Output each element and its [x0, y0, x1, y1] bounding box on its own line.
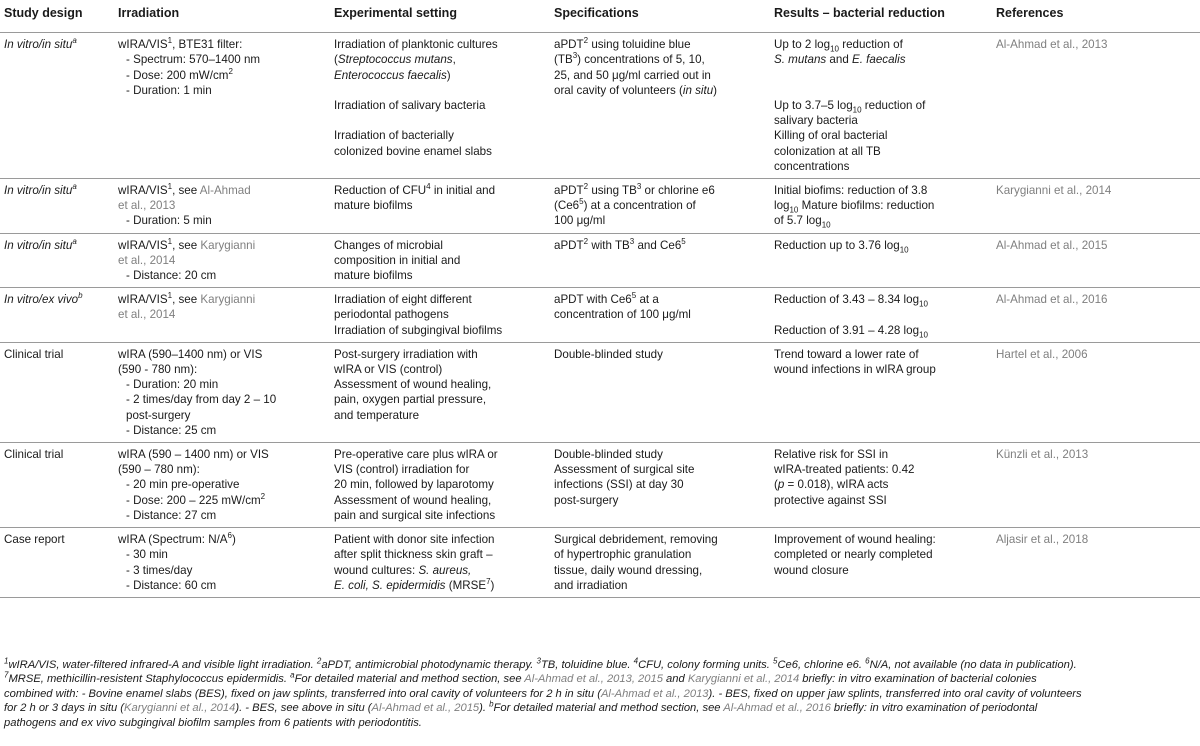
exp-text: ( — [334, 53, 338, 67]
spec-text: at a — [636, 293, 659, 307]
header-results: Results – bacterial reduction — [774, 6, 996, 33]
header-references: References — [996, 6, 1200, 33]
res-text: completed or nearly completed — [774, 548, 933, 562]
res-text: Reduction up to 3.76 log — [774, 238, 900, 252]
spec-text: using TB — [588, 184, 637, 198]
subscript: 10 — [830, 44, 839, 54]
cell-experimental — [334, 233, 554, 288]
spec-text: (Ce6 — [554, 199, 580, 213]
footnote-text: ). — [479, 702, 490, 715]
irr-text: wIRA/VIS — [118, 184, 168, 198]
footnote-mark: a — [290, 670, 295, 680]
res-text: Initial biofims: reduction of 3.8 — [774, 184, 928, 198]
table-footnotes — [4, 658, 1196, 730]
footnote-text: CFU, colony forming units. — [638, 659, 773, 671]
exp-text: Assessment of wound healing, — [334, 493, 492, 507]
footnote-mark: 1 — [4, 656, 9, 666]
irr-text: - Duration: 5 min — [126, 214, 212, 228]
cell-irradiation — [118, 528, 334, 598]
species-name: S. aureus, — [418, 563, 472, 577]
species-name: E. coli, S. epidermidis — [334, 578, 446, 592]
species-name: Streptococcus mutans — [337, 53, 453, 67]
footnote-line — [4, 672, 1196, 686]
citation-link[interactable]: Al-Ahmad et al., 2016 — [723, 702, 831, 715]
exp-text: pain, oxygen partial pressure, — [334, 393, 487, 407]
irr-text: - Distance: 25 cm — [126, 423, 217, 437]
citation-link[interactable]: et al., 2014 — [118, 308, 176, 322]
spec-text: post-surgery — [554, 493, 619, 507]
footnote-text: For detailed material and method section, see — [294, 673, 525, 686]
res-text: = 0.018), wIRA acts — [784, 478, 889, 492]
cell-design — [0, 288, 118, 343]
exp-text: Patient with donor site infection — [334, 533, 495, 547]
exp-text: and temperature — [334, 408, 420, 422]
exp-text: ) — [490, 578, 495, 592]
footnote-mark: 1 — [167, 36, 173, 46]
study-table — [0, 6, 1200, 598]
res-text: wound closure — [774, 563, 849, 577]
footnote-mark: 3 — [572, 51, 578, 61]
citation-link[interactable]: Al-Ahmad — [199, 184, 251, 198]
cell-irradiation — [118, 233, 334, 288]
spec-text: with TB — [588, 238, 630, 252]
footnote-mark: 3 — [629, 236, 635, 246]
header-experimental-setting: Experimental setting — [334, 6, 554, 33]
footnote-text: combined with: - Bovine enamel slabs (BES), fixed on jaw splints, transferred into oral cavity of volunteers for 2 h in situ ( — [4, 687, 601, 700]
spec-text: Assessment of surgical site — [554, 463, 695, 477]
footnote-text: for 2 h or 3 days in situ ( — [4, 702, 125, 715]
exp-text: Irradiation of planktonic cultures — [334, 38, 498, 52]
res-text: of 5.7 log — [774, 214, 822, 228]
res-text: log — [774, 199, 790, 213]
res-text: and — [826, 53, 852, 67]
irr-text: wIRA (590–1400 nm) or VIS — [118, 347, 263, 361]
cell-results — [774, 288, 996, 343]
footnote-mark: 3 — [536, 656, 541, 666]
citation-link[interactable]: et al., 2014 — [118, 253, 176, 267]
res-text: concentrations — [774, 159, 850, 173]
exp-text: ) — [446, 68, 451, 82]
exp-text: periodontal pathogens — [334, 308, 449, 322]
res-text: colonization at all TB — [774, 144, 881, 158]
header-study-design: Study design — [0, 6, 118, 33]
exp-text: Irradiation of salivary bacteria — [334, 99, 486, 113]
cell-experimental — [334, 179, 554, 234]
exp-text: colonized bovine enamel slabs — [334, 144, 492, 158]
header-irradiation: Irradiation — [118, 6, 334, 33]
exp-text: Irradiation of subgingival biofilms — [334, 323, 503, 337]
cell-specifications — [554, 179, 774, 234]
irr-text: wIRA (Spectrum: N/A — [118, 533, 228, 547]
spec-text: in situ — [682, 83, 714, 97]
exp-text: wound cultures: — [334, 563, 419, 577]
footnote-mark: 5 — [579, 197, 584, 207]
footnote-text: Ce6, chlorine e6. — [777, 659, 866, 671]
res-text: reduction of — [861, 99, 926, 113]
cell-design — [0, 33, 118, 179]
cell-results — [774, 33, 996, 179]
cell-irradiation — [118, 33, 334, 179]
res-text: Up to 2 log — [774, 38, 831, 52]
footnote-line — [4, 658, 1196, 672]
subscript: 10 — [852, 105, 862, 115]
table-row — [0, 528, 1200, 598]
cell-experimental — [334, 342, 554, 442]
table-row — [0, 233, 1200, 288]
footnote-mark: 7 — [486, 576, 491, 586]
footnote-mark: 4 — [633, 656, 639, 666]
design-text: In vitro/in situ — [4, 238, 73, 252]
irr-text: , see — [172, 293, 201, 307]
footnote-text: ). - BES, see above in situ ( — [235, 702, 372, 715]
footnote-line — [4, 701, 1196, 715]
irr-text: post-surgery — [126, 408, 191, 422]
species-name: E. faecalis — [852, 53, 906, 67]
cell-design: Clinical trial — [0, 342, 118, 442]
res-text: reduction of — [838, 38, 903, 52]
spec-text: concentration of 100 μg/ml — [554, 308, 691, 322]
table-row — [0, 342, 1200, 442]
table-row — [0, 179, 1200, 234]
table-row — [0, 443, 1200, 528]
footnote-mark: 1 — [167, 291, 173, 301]
cell-design — [0, 179, 118, 234]
footnote-text: TB, toluidine blue. — [540, 659, 634, 671]
footnote-mark: a — [72, 182, 77, 192]
cell-reference[interactable]: Künzli et al., 2013 — [996, 443, 1200, 528]
footnote-mark: a — [72, 36, 77, 46]
cell-design: Case report — [0, 528, 118, 598]
cell-specifications — [554, 288, 774, 343]
footnote-mark: b — [78, 291, 83, 301]
citation-link[interactable]: Al-Ahmad et al., 2013 — [600, 687, 709, 700]
cell-results — [774, 528, 996, 598]
footnote-mark: 2 — [316, 656, 322, 666]
design-text: In vitro/in situ — [4, 38, 73, 52]
spec-text: of hypertrophic granulation — [554, 548, 692, 562]
footnote-line — [4, 687, 1196, 701]
footnote-mark: b — [489, 699, 494, 709]
footnote-mark: 6 — [865, 656, 870, 666]
cell-reference[interactable]: Karygianni et al., 2014 — [996, 179, 1200, 234]
exp-text: Reduction of CFU — [334, 184, 427, 198]
table-row — [0, 33, 1200, 179]
irr-text: , see — [172, 238, 201, 252]
subscript: 10 — [899, 244, 909, 254]
res-text: ( — [774, 478, 778, 492]
res-text: Reduction of 3.43 – 8.34 log — [774, 293, 920, 307]
spec-text: Double-blinded study — [554, 347, 663, 361]
spec-text: using toluidine blue — [588, 38, 691, 52]
citation-link[interactable]: Karygianni et al., 2014 — [687, 673, 800, 686]
cell-irradiation — [118, 179, 334, 234]
cell-results — [774, 179, 996, 234]
irr-text: wIRA/VIS — [118, 293, 168, 307]
footnote-text: briefly: in vitro examination of periodontal — [830, 702, 1038, 715]
irr-text: - 2 times/day from day 2 – 10 — [126, 393, 277, 407]
footnote-text: wIRA/VIS, water-filtered infrared-A and visible light irradiation. — [8, 659, 317, 671]
spec-text: aPDT — [554, 238, 584, 252]
spec-text: 25, and 50 μg/ml carried out in — [554, 68, 711, 82]
spec-text: aPDT — [554, 38, 584, 52]
exp-text: Irradiation of eight different — [334, 293, 472, 307]
exp-text: 20 min, followed by laparotomy — [334, 478, 494, 492]
header-row — [0, 6, 1200, 33]
exp-text: pain and surgical site infections — [334, 508, 496, 522]
footnote-mark: 5 — [772, 656, 778, 666]
footnote-text: For detailed material and method section, see — [493, 702, 724, 715]
footnote-mark: 2 — [583, 236, 589, 246]
footnote-text: N/A, not available (no data in publication). — [869, 659, 1077, 671]
irr-text: - 30 min — [126, 548, 168, 562]
res-text: Up to 3.7–5 log — [774, 99, 853, 113]
exp-text: Irradiation of bacterially — [334, 129, 454, 143]
cell-results — [774, 443, 996, 528]
header-specifications: Specifications — [554, 6, 774, 33]
exp-text: in initial and — [430, 184, 496, 198]
cell-reference[interactable]: Al-Ahmad et al., 2013 — [996, 33, 1200, 179]
res-text: Killing of oral bacterial — [774, 129, 888, 143]
species-name: Enterococcus faecalis — [334, 68, 447, 82]
spec-text: oral cavity of volunteers ( — [554, 83, 683, 97]
cell-irradiation — [118, 288, 334, 343]
cell-specifications — [554, 342, 774, 442]
cell-results — [774, 233, 996, 288]
exp-text: mature biofilms — [334, 199, 413, 213]
cell-experimental — [334, 33, 554, 179]
spec-text: ) at a concentration of — [583, 199, 696, 213]
design-text: In vitro/ex vivo — [4, 293, 79, 307]
citation-link[interactable]: Al-Ahmad et al., 2013, 2015 — [524, 673, 663, 686]
footnote-mark: 2 — [583, 182, 589, 192]
table-row — [0, 288, 1200, 343]
irr-text: (590 - 780 nm): — [118, 363, 198, 377]
superscript: 2 — [260, 491, 266, 501]
cell-reference[interactable]: Al-Ahmad et al., 2016 — [996, 288, 1200, 343]
cell-specifications — [554, 528, 774, 598]
subscript: 10 — [821, 220, 831, 230]
cell-design: Clinical trial — [0, 443, 118, 528]
spec-text: and Ce6 — [634, 238, 682, 252]
irr-text: - Spectrum: 570–1400 nm — [126, 53, 261, 67]
superscript: 2 — [228, 66, 233, 76]
citation-link[interactable]: et al., 2013 — [118, 199, 176, 213]
irr-text: - 20 min pre-operative — [126, 478, 240, 492]
cell-specifications — [554, 33, 774, 179]
irr-text: - Duration: 20 min — [126, 378, 219, 392]
spec-text: and irradiation — [554, 578, 628, 592]
spec-text: or chlorine e6 — [641, 184, 715, 198]
footnote-text: briefly: in vitro examination of bacterial colonies — [799, 673, 1037, 686]
spec-text: ) concentrations of 5, 10, — [577, 53, 705, 67]
irr-text: - Duration: 1 min — [126, 83, 212, 97]
citation-link[interactable]: Karygianni — [200, 293, 256, 307]
exp-text: Assessment of wound healing, — [334, 378, 492, 392]
footnote-mark: 4 — [426, 182, 431, 192]
cell-irradiation — [118, 342, 334, 442]
subscript: 10 — [789, 205, 799, 215]
irr-text: - Distance: 27 cm — [126, 508, 217, 522]
irr-text: - Dose: 200 mW/cm — [126, 68, 229, 82]
footnote-mark: 6 — [227, 531, 232, 541]
cell-reference[interactable]: Aljasir et al., 2018 — [996, 528, 1200, 598]
spec-text: ) — [713, 83, 718, 97]
spec-text: tissue, daily wound dressing, — [554, 563, 703, 577]
exp-text: (MRSE — [445, 578, 487, 592]
res-text: Trend toward a lower rate of — [774, 347, 919, 361]
exp-text: Post-surgery irradiation with — [334, 347, 478, 361]
irr-text: , see — [172, 184, 200, 198]
cell-specifications — [554, 443, 774, 528]
spec-text: (TB — [554, 53, 573, 67]
footnote-text: and — [662, 673, 688, 686]
irr-text: , BTE31 filter: — [172, 38, 243, 52]
cell-irradiation — [118, 443, 334, 528]
res-text: Improvement of wound healing: — [774, 533, 936, 547]
res-text: Reduction of 3.91 – 4.28 log — [774, 323, 920, 337]
footnote-mark: 7 — [4, 670, 9, 680]
res-text: Relative risk for SSI in — [774, 448, 889, 462]
irr-text: - Distance: 60 cm — [126, 578, 217, 592]
cell-experimental — [334, 443, 554, 528]
footnote-text: aPDT, antimicrobial photodynamic therapy. — [321, 659, 537, 671]
citation-link[interactable]: Karygianni — [200, 238, 256, 252]
irr-text: - Distance: 20 cm — [126, 269, 217, 283]
cell-results — [774, 342, 996, 442]
footnote-mark: 1 — [167, 236, 173, 246]
spec-text: infections (SSI) at day 30 — [554, 478, 684, 492]
exp-text: wIRA or VIS (control) — [334, 363, 443, 377]
res-text: wIRA-treated patients: 0.42 — [774, 463, 915, 477]
footnote-text: ). - BES, fixed on upper jaw splints, transferred into oral cavity of volunteers — [708, 687, 1082, 700]
footnote-mark: 2 — [583, 36, 589, 46]
footnote-mark: a — [72, 236, 77, 246]
design-text: In vitro/in situ — [4, 184, 73, 198]
irr-text: wIRA/VIS — [118, 38, 168, 52]
irr-text: wIRA (590 – 1400 nm) or VIS — [118, 448, 269, 462]
footnote-line: pathogens and ex vivo subgingival biofilm samples from 6 patients with periodontitis. — [4, 716, 422, 729]
cell-reference[interactable]: Hartel et al., 2006 — [996, 342, 1200, 442]
cell-specifications — [554, 233, 774, 288]
citation-link[interactable]: Al-Ahmad et al., 2015 — [371, 702, 480, 715]
footnote-mark: 5 — [631, 291, 637, 301]
irr-text: wIRA/VIS — [118, 238, 168, 252]
res-text: p — [777, 478, 785, 492]
spec-text: aPDT — [554, 184, 584, 198]
res-text: protective against SSI — [774, 493, 887, 507]
citation-link[interactable]: Karygianni et al., 2014 — [124, 702, 236, 715]
res-text: salivary bacteria — [774, 114, 858, 128]
species-name: S. mutans — [774, 53, 827, 67]
irr-text: (590 – 780 nm): — [118, 463, 200, 477]
irr-text: ) — [231, 533, 236, 547]
exp-text: after split thickness skin graft – — [334, 548, 493, 562]
spec-text: 100 μg/ml — [554, 214, 606, 228]
spec-text: Double-blinded study — [554, 448, 663, 462]
exp-text: composition in initial and — [334, 253, 461, 267]
exp-text: Pre-operative care plus wIRA or — [334, 448, 498, 462]
irr-text: - Dose: 200 – 225 mW/cm — [126, 493, 261, 507]
footnote-mark: 3 — [636, 182, 642, 192]
cell-reference[interactable]: Al-Ahmad et al., 2015 — [996, 233, 1200, 288]
cell-experimental — [334, 528, 554, 598]
exp-text: , — [452, 53, 456, 67]
irr-text: - 3 times/day — [126, 563, 193, 577]
spec-text: aPDT with Ce6 — [554, 293, 632, 307]
footnote-mark: 5 — [681, 236, 686, 246]
footnote-text: MRSE, methicillin-resistent Staphylococcus epidermidis. — [8, 673, 291, 686]
res-text: wound infections in wIRA group — [774, 363, 936, 377]
cell-experimental — [334, 288, 554, 343]
cell-design — [0, 233, 118, 288]
exp-text: Changes of microbial — [334, 238, 443, 252]
exp-text: VIS (control) irradiation for — [334, 463, 470, 477]
subscript: 10 — [919, 329, 928, 339]
exp-text: mature biofilms — [334, 269, 413, 283]
spec-text: Surgical debridement, removing — [554, 533, 718, 547]
subscript: 10 — [919, 299, 928, 309]
footnote-mark: 1 — [167, 182, 173, 192]
res-text: Mature biofilms: reduction — [798, 199, 935, 213]
